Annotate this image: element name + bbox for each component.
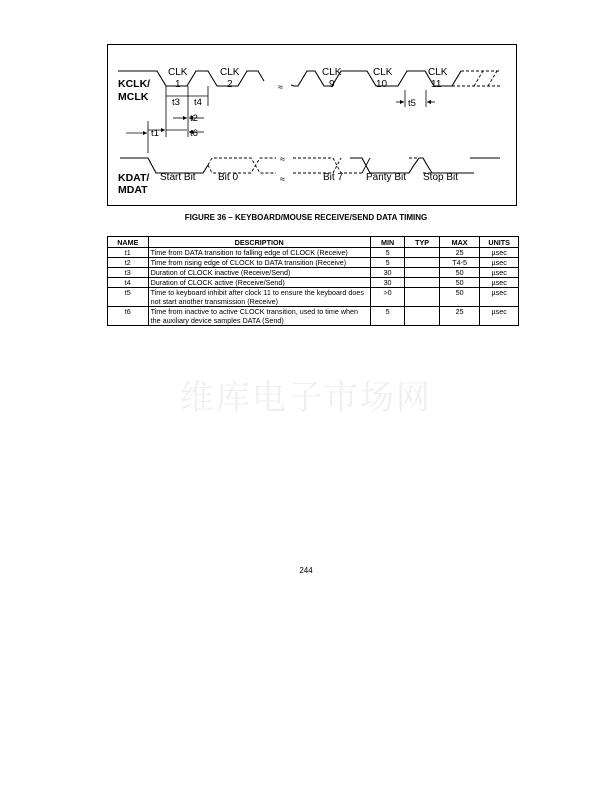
table-row — [108, 268, 519, 278]
row-name: t2 — [108, 258, 149, 268]
row-units: µsec — [480, 288, 519, 307]
clock-label-1-top: CLK — [168, 67, 188, 78]
data-bit-0: Bit 0 — [218, 172, 239, 183]
header-typ: TYP — [405, 237, 440, 248]
data-break-mark-top: ≈ — [280, 154, 285, 164]
data-bit-stop: Stop Bit — [423, 172, 459, 183]
row-typ — [405, 248, 440, 258]
row-min: 5 — [370, 307, 405, 326]
clock-label-11-top: CLK — [428, 67, 448, 78]
row-description: Time from rising edge of CLOCK to DATA transition (Receive) — [148, 258, 370, 268]
data-waveform — [120, 158, 500, 173]
row-min: 30 — [370, 268, 405, 278]
data-bit-parity: Parity Bit — [366, 172, 407, 183]
t2-label: t2 — [190, 113, 198, 124]
row-description: Duration of CLOCK inactive (Receive/Send) — [148, 268, 370, 278]
row-name: t3 — [108, 268, 149, 278]
timing-diagram-svg — [108, 45, 518, 207]
row-units: µsec — [480, 268, 519, 278]
row-name: t6 — [108, 307, 149, 326]
data-waveform-dashed — [208, 158, 476, 173]
row-description: Time from inactive to active CLOCK transition, used to time when the auxiliary device samples DATA (Send) — [148, 307, 370, 326]
header-min: MIN — [370, 237, 405, 248]
t6-label: t6 — [190, 128, 198, 139]
row-max: 25 — [439, 307, 479, 326]
row-description: Duration of CLOCK active (Receive/Send) — [148, 278, 370, 288]
row-max: 25 — [439, 248, 479, 258]
row-typ — [405, 278, 440, 288]
t3-label: t3 — [172, 97, 180, 108]
t4-label: t4 — [194, 97, 202, 108]
row-description: Time from DATA transition to falling edge of CLOCK (Receive) — [148, 248, 370, 258]
row-max: 50 — [439, 268, 479, 278]
clock-label-1-bottom: 1 — [175, 79, 181, 90]
timing-diagram — [107, 44, 517, 206]
clock-label-10-top: CLK — [373, 67, 393, 78]
data-bit-labels — [160, 172, 458, 183]
row-typ — [405, 307, 440, 326]
table-row — [108, 307, 519, 326]
row-max: 50 — [439, 288, 479, 307]
row-typ — [405, 268, 440, 278]
row-max: 50 — [439, 278, 479, 288]
clock-signal-name-2: MCLK — [118, 91, 149, 103]
row-min: >0 — [370, 288, 405, 307]
watermark: 维库电子市场网 — [180, 378, 432, 418]
clock-break-mark: ≈ — [278, 82, 283, 92]
data-signal-name-1: KDAT/ — [118, 172, 150, 184]
row-name: t5 — [108, 288, 149, 307]
row-units: µsec — [480, 248, 519, 258]
row-units: µsec — [480, 258, 519, 268]
clock-label-11-bottom: 11 — [431, 79, 442, 90]
data-break-mark-bottom: ≈ — [280, 174, 285, 184]
table-row — [108, 278, 519, 288]
row-typ — [405, 258, 440, 268]
row-units: µsec — [480, 307, 519, 326]
header-units: UNITS — [480, 237, 519, 248]
table-row — [108, 258, 519, 268]
clock-label-2-bottom: 2 — [227, 79, 233, 90]
table-row — [108, 288, 519, 307]
clock-label-9-top: CLK — [322, 67, 342, 78]
row-max: T4-5 — [439, 258, 479, 268]
data-signal-name-2: MDAT — [118, 184, 148, 196]
row-units: µsec — [480, 278, 519, 288]
clock-label-9-bottom: 9 — [329, 79, 335, 90]
row-name: t1 — [108, 248, 149, 258]
header-max: MAX — [439, 237, 479, 248]
table-row — [108, 248, 519, 258]
t1-label: t1 — [151, 128, 159, 139]
clock-labels — [168, 67, 448, 90]
t5-label: t5 — [408, 98, 416, 109]
clock-signal-name-1: KCLK/ — [118, 78, 151, 90]
row-min: 5 — [370, 248, 405, 258]
header-name: NAME — [108, 237, 149, 248]
page-number: 244 — [299, 566, 313, 575]
row-description: Time to keyboard inhibit after clock 11 to ensure the keyboard does not start another transmission (Receive) — [148, 288, 370, 307]
data-bit-start: Start Bit — [160, 172, 196, 183]
row-min: 30 — [370, 278, 405, 288]
row-name: t4 — [108, 278, 149, 288]
data-bit-7: Bit 7 — [323, 172, 344, 183]
clock-label-2-top: CLK — [220, 67, 240, 78]
row-typ — [405, 288, 440, 307]
figure-caption: FIGURE 36 – KEYBOARD/MOUSE RECEIVE/SEND DATA TIMING — [184, 213, 428, 222]
clock-label-10-bottom: 10 — [376, 79, 388, 90]
timing-table — [107, 236, 519, 326]
table-header-row — [108, 237, 519, 248]
header-description: DESCRIPTION — [148, 237, 370, 248]
row-min: 5 — [370, 258, 405, 268]
